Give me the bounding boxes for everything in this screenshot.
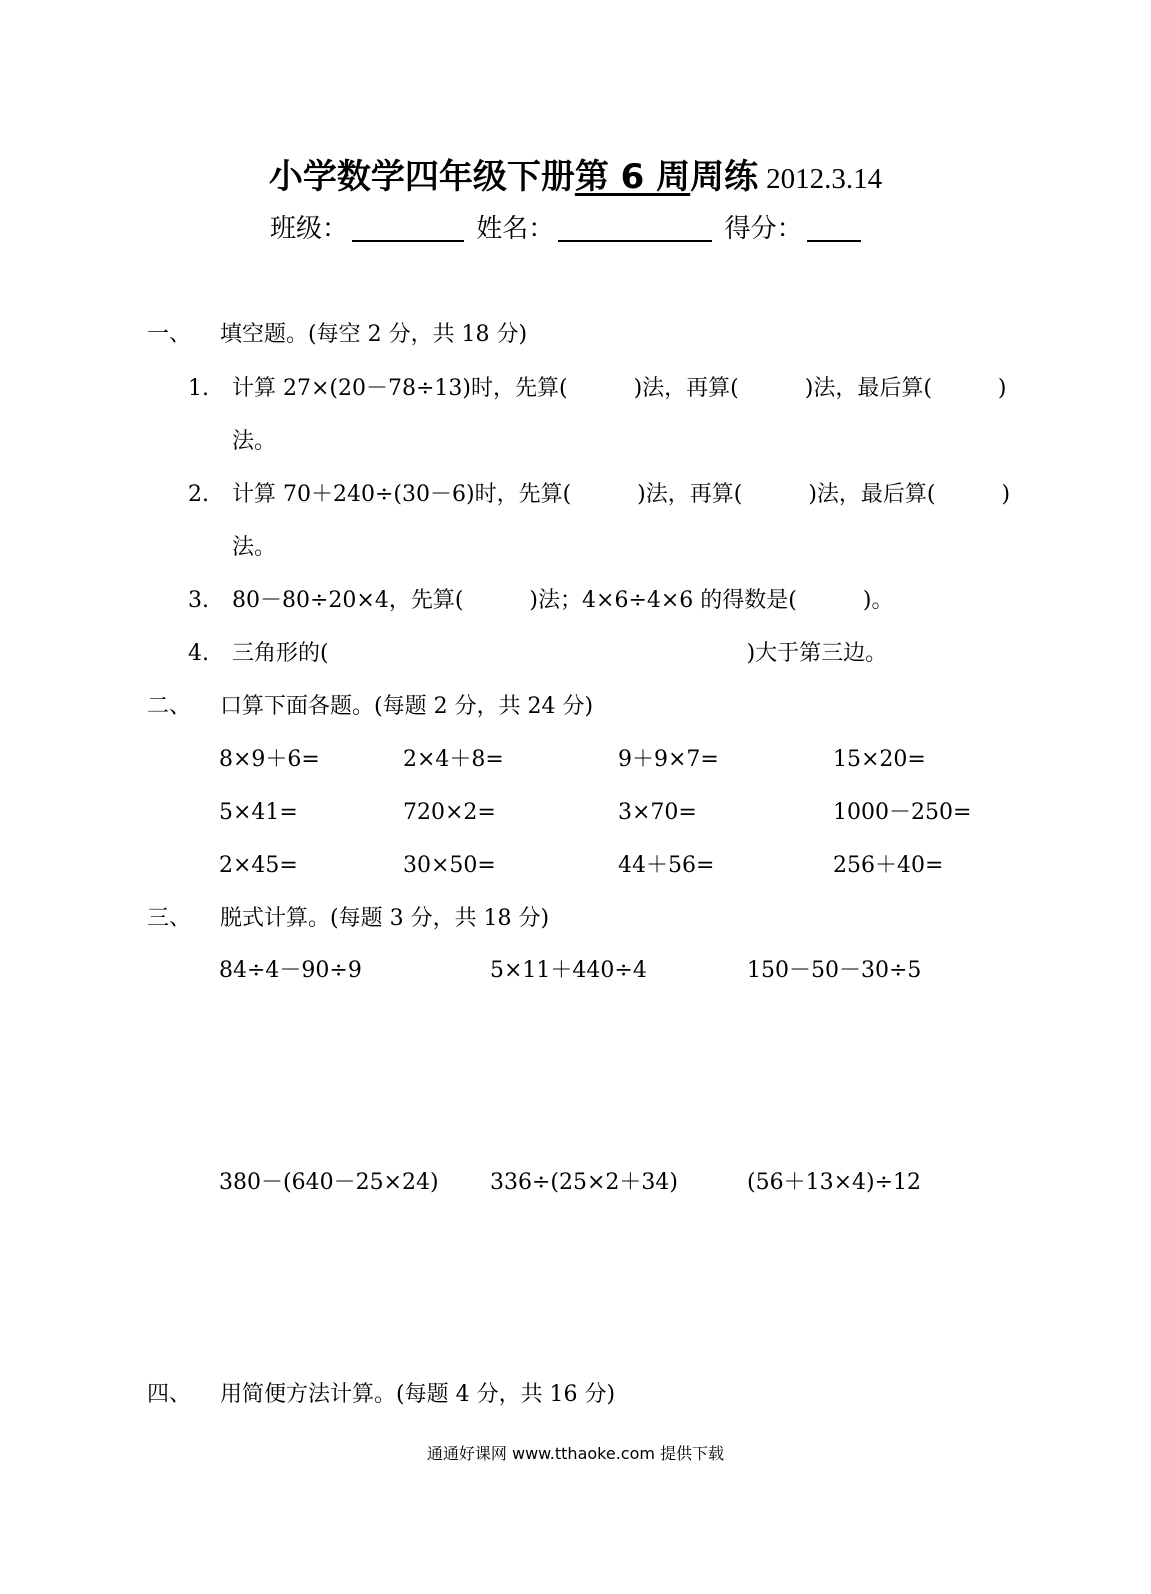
question-continuation: 法。 [232,535,277,560]
title-tail: 周练 [690,157,759,197]
stepwise-item: 5×11＋440÷4 [490,958,647,983]
name-label: 姓名： [476,214,555,244]
section-title: 脱式计算。(每题 3 分，共 18 分) [220,906,550,931]
section-title: 用简便方法计算。(每题 4 分，共 16 分) [220,1382,616,1407]
class-label: 班级： [270,214,349,244]
stepwise-item: 84÷4－90÷9 [219,958,362,983]
stepwise-item: 380－(640－25×24) [219,1170,439,1195]
score-label: 得分： [724,214,803,244]
oral-item: 9＋9×7= [618,747,719,772]
section-number: 四、 [147,1382,192,1407]
title-main: 小学数学四年级下册 [268,157,575,197]
student-info-line [270,216,865,242]
stepwise-item: 150－50－30÷5 [747,958,922,983]
section-number: 一、 [147,322,192,347]
section-number: 三、 [147,906,192,931]
oral-item: 8×9＋6= [219,747,320,772]
question-number: 4. [188,641,209,666]
class-blank[interactable] [352,216,464,242]
question-text: 计算 70＋240÷(30－6)时，先算( )法，再算( )法，最后算( ) [232,482,1011,507]
title-date: 2012.3.14 [766,163,883,195]
question-continuation: 法。 [232,429,277,454]
footer-source: 通通好课网 www.tthaoke.com 提供下载 [426,1444,725,1463]
question-text: 三角形的( )大于第三边。 [232,641,888,666]
question-text: 80－80÷20×4，先算( )法；4×6÷4×6 的得数是( )。 [232,588,894,613]
oral-item: 15×20= [833,747,926,772]
question-number: 2. [188,482,209,507]
oral-item: 44＋56= [618,853,715,878]
oral-item: 5×41= [219,800,298,825]
page-title [0,157,1151,197]
name-blank[interactable] [558,216,712,242]
section-title: 口算下面各题。(每题 2 分，共 24 分) [220,694,594,719]
stepwise-item: 336÷(25×2＋34) [490,1170,679,1195]
question-number: 3. [188,588,209,613]
title-week: 第 6 周 [574,157,691,197]
oral-item: 720×2= [403,800,496,825]
oral-item: 2×4＋8= [403,747,504,772]
section-title: 填空题。(每空 2 分，共 18 分) [220,322,528,347]
question-number: 1. [188,376,209,401]
oral-item: 1000－250= [833,800,972,825]
score-blank[interactable] [807,216,861,242]
section-number: 二、 [147,694,192,719]
question-text: 计算 27×(20－78÷13)时，先算( )法，再算( )法，最后算( ) [232,376,1007,401]
oral-item: 2×45= [219,853,298,878]
stepwise-item: (56＋13×4)÷12 [747,1170,922,1195]
oral-item: 3×70= [618,800,697,825]
oral-item: 30×50= [403,853,496,878]
oral-item: 256＋40= [833,853,944,878]
